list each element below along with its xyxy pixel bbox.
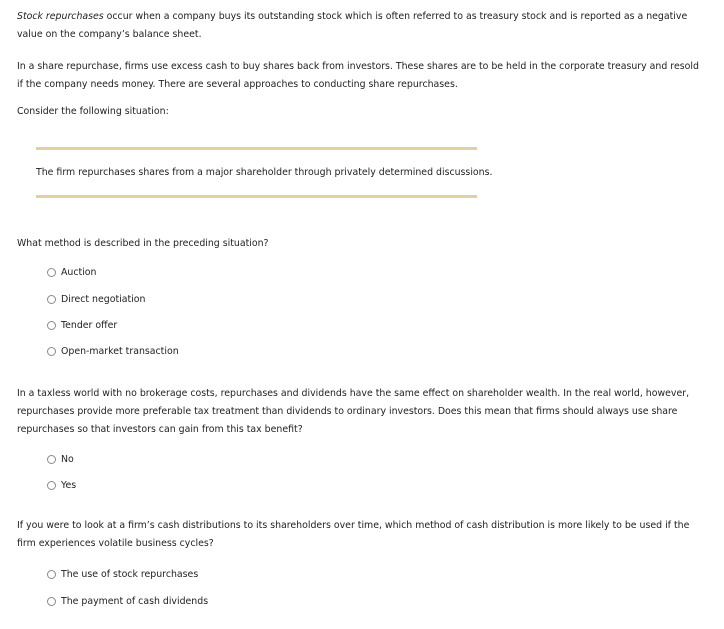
radio-button[interactable] [47, 268, 56, 277]
q1-option-direct-negotiation[interactable] [47, 294, 145, 305]
option-label: Open-market transaction [61, 346, 179, 357]
q3-option-stock-repurchases[interactable] [47, 569, 198, 580]
q1-option-tender-offer[interactable] [47, 320, 117, 331]
q3-option-cash-dividends[interactable] [47, 596, 208, 607]
option-label: The payment of cash dividends [61, 596, 209, 607]
question-2: In a taxless world with no brokerage costs, repurchases and dividends have the same effect on shareholder wealth. In the real world, however, repurchases provide more preferable tax treatment than dividends to ordinary investors. Does this mean that firms should always use share repurchases so that investors can gain from this tax benefit? [17, 388, 690, 435]
option-label: Yes [61, 480, 77, 491]
option-label: The use of stock repurchases [61, 569, 199, 580]
radio-button[interactable] [47, 321, 56, 330]
intro-term: Stock repurchases [17, 11, 104, 22]
q1-option-open-market-transaction[interactable] [47, 346, 179, 357]
q2-option-no[interactable] [47, 454, 74, 465]
question-3: If you were to look at a firm’s cash distributions to its shareholders over time, which method of cash distribution is more likely to be used if the firm experiences volatile business cycles? [17, 520, 690, 549]
option-label: No [61, 454, 74, 465]
q1-option-auction[interactable] [47, 267, 96, 278]
radio-button[interactable] [47, 295, 56, 304]
option-label: Auction [61, 267, 97, 278]
option-label: Tender offer [61, 320, 118, 331]
option-label: Direct negotiation [61, 294, 146, 305]
intro-text: occur when a company buys its outstanding stock which is often referred to as treasury stock and is reported as a negative value on the company’s balance sheet. [17, 11, 688, 40]
q2-option-yes[interactable] [47, 480, 76, 491]
radio-button[interactable] [47, 481, 56, 490]
radio-button[interactable] [47, 597, 56, 606]
radio-button[interactable] [47, 570, 56, 579]
situation-text: The firm repurchases shares from a major shareholder through privately determined discussions. [36, 167, 493, 178]
situation-top-divider [36, 147, 477, 150]
radio-button[interactable] [47, 455, 56, 464]
question-1: What method is described in the preceding situation? [17, 238, 269, 249]
consider-label: Consider the following situation: [17, 106, 169, 117]
intro-paragraph [17, 8, 702, 44]
situation-bottom-divider [36, 195, 477, 198]
radio-button[interactable] [47, 347, 56, 356]
share-repurchase-paragraph: In a share repurchase, firms use excess cash to buy shares back from investors. These shares are to be held in the corporate treasury and resold if the company needs money. There are several approaches to conducting share repurchases. [17, 61, 699, 90]
